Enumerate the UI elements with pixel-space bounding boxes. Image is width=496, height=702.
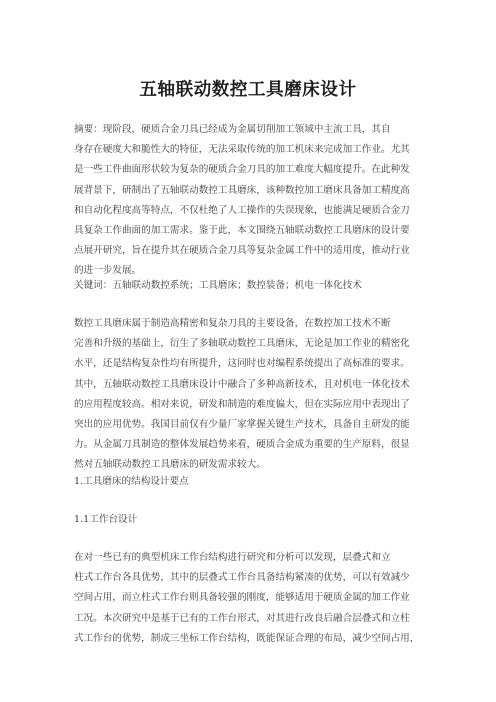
abstract-line: 是一些工件曲面形状较为复杂的硬质合金刀具的加工难度大幅度提升。在此种发 xyxy=(74,164,410,176)
subsection-heading: 1.1工作台设计 xyxy=(74,514,138,525)
document-title: 五轴联动数控工具磨床设计 xyxy=(139,80,357,100)
body-line: 空间占用，而立柱式工作台则具备较强的刚度，能够适用于硬质金属的加工作业 xyxy=(74,592,410,604)
abstract-line: 具复杂工作曲面的加工需求。鉴于此，本文围绕五轴联动数控工具磨床的设计要 xyxy=(74,224,410,236)
intro-line: 数控工具磨床属于制造高精密和复杂刀具的主要设备，在数控加工技术不断 xyxy=(74,318,391,329)
abstract-line: 身存在硬度大和脆性大的特征，无法采取传统的加工机床来完成加工作业。尤其 xyxy=(74,144,410,156)
intro-line: 突出的应用优势。我国目前仅有少量厂家掌握关键生产技术，具备自主研发的能 xyxy=(74,418,410,430)
section-heading-1 xyxy=(74,472,434,492)
section-1-1-paragraph xyxy=(74,548,434,649)
keywords-line: 关键词：五轴联动数控系统；工具磨床；数控装备；机电一体化技术 xyxy=(74,280,362,291)
intro-paragraph xyxy=(74,314,434,476)
intro-line: 的应用程度较高。相对来说，研发和制造的难度偏大，但在实际应用中表现出了 xyxy=(74,398,410,410)
body-line: 在对一些已有的典型机床工作台结构进行研究和分析可以发现，层叠式和立 xyxy=(74,552,391,563)
body-line: 工况。本次研究中是基于已有的工作台形式，对其进行改良后融合层叠式和立柱 xyxy=(74,612,410,624)
intro-line: 其中，五轴联动数控工具磨床设计中融合了多种高新技术，且对机电一体化技术 xyxy=(74,378,410,390)
intro-line: 然对五轴联动数控工具磨床的研发需求较大。 xyxy=(74,459,266,471)
body-line: 式工作台的优势，制成三坐标工作台结构，既能保证合理的布局，减少空间占用， xyxy=(74,632,420,644)
abstract-line: 点展开研究，旨在提升其在硬质合金刀具等复杂金属工件中的适用度，推动行业 xyxy=(74,245,410,257)
keywords-paragraph xyxy=(74,276,434,296)
abstract-paragraph xyxy=(74,120,434,282)
abstract-line: 展背景下，研制出了五轴联动数控工具磨床，该种数控加工磨床具备加工精度高 xyxy=(74,184,410,196)
abstract-line: 摘要：现阶段，硬质合金刀具已经成为金属切削加工领域中主流工具，其自 xyxy=(74,124,391,135)
body-line: 柱式工作台各具优势，其中的层叠式工作台具备结构紧凑的优势，可以有效减少 xyxy=(74,572,410,584)
abstract-line: 和自动化程度高等特点，不仅杜绝了人工操作的失误现象，也能满足硬质合金刀 xyxy=(74,204,410,216)
intro-line: 完善和升级的基础上，衍生了多轴联动数控工具磨床，无论是加工作业的精密化 xyxy=(74,338,410,350)
abstract-line: 的进一步发展。 xyxy=(74,265,142,277)
intro-line: 水平，还是结构复杂性均有所提升，这同时也对编程系统提出了高标准的要求。 xyxy=(74,358,410,370)
section-heading: 1.工具磨床的结构设计要点 xyxy=(74,476,189,487)
section-heading-1-1 xyxy=(74,510,434,530)
intro-line: 力。从金属刀具制造的整体发展趋势来看，硬质合金成为重要的生产原料，很显 xyxy=(74,439,410,451)
